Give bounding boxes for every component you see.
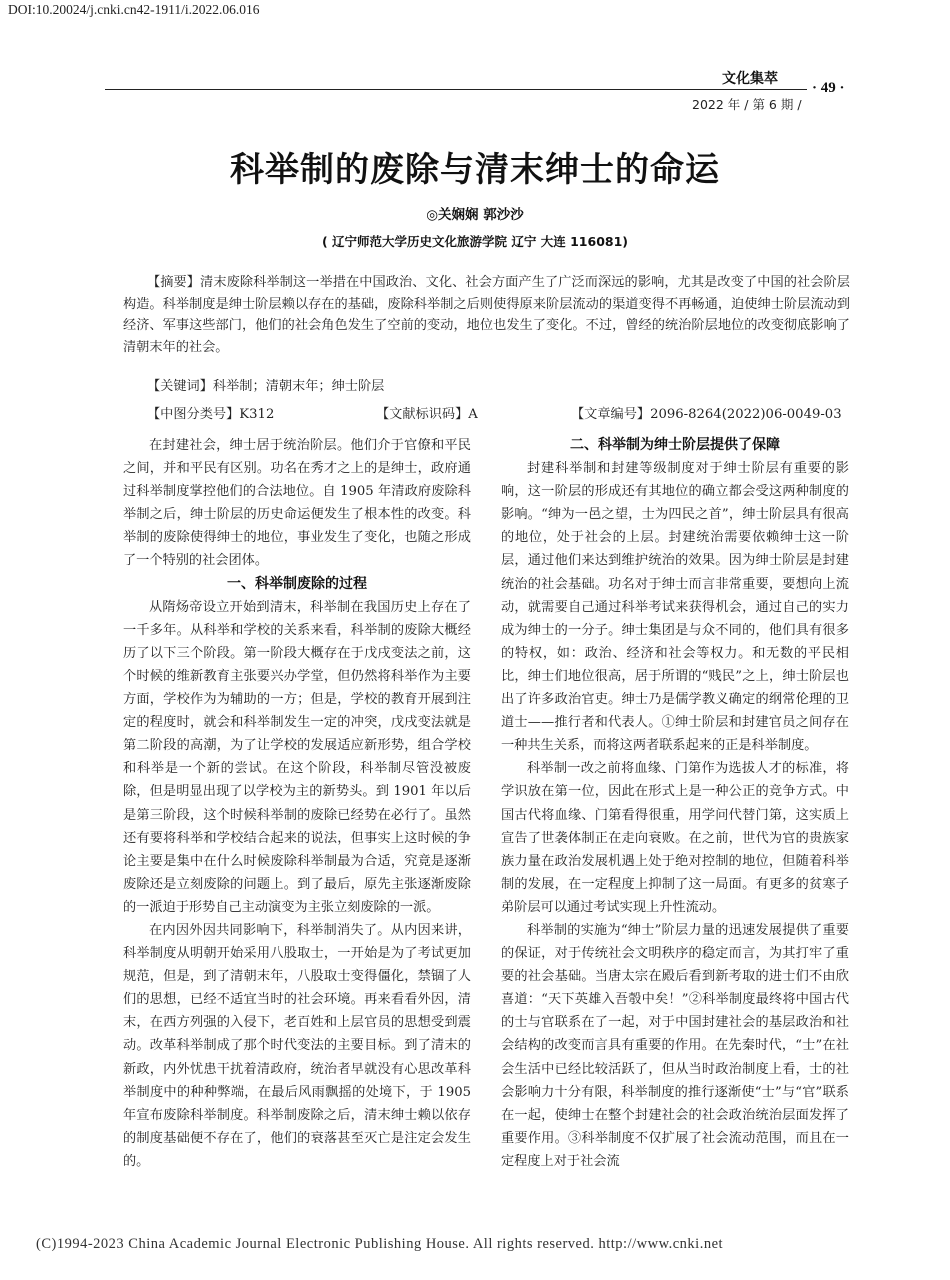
document-code: 【文献标识码】A <box>376 407 478 422</box>
affiliation: ( 辽宁师范大学历史文化旅游学院 辽宁 大连 116081) <box>321 234 629 249</box>
authors: ◎关娴娴 郭沙沙 <box>426 207 524 223</box>
body-paragraph: 封建科举制和封建等级制度对于绅士阶层有重要的影响，这一阶层的形成还有其地位的确立都会受这两种制度的影响。“绅为一邑之望，士为四民之首”，绅士阶层具有很高的地位，处于社会的上层。封建统治需要依赖绅士这一阶层，通过他们来达到维护统治的效果。因为绅士阶层是封建统治的社会基础。功名对于绅士而言非常重要，要想向上流动，就需要自己通过科举考试来获得机会，通过自己的实力成为绅士的一分子。绅士集团是与众不同的，他们具有很多的特权，如：政治、经济和社会等权力。和无数的平民相比，绅士们地位很高，居于所谓的“贱民”之上，绅士阶层也出了许多政治官吏。绅士乃是儒学教义确定的纲常伦理的卫道士——推行者和代表人。①绅士阶层和封建官员之间存在一种共生关系，而将这两者联系起来的正是科举制度。 <box>501 461 849 754</box>
clc-number: 【中图分类号】K312 <box>147 407 275 422</box>
intro-paragraph: 在封建社会，绅士居于统治阶层。他们介于官僚和平民之间，并和平民有区别。功名在秀才之上的是绅士，政府通过科举制度掌控他们的合法地位。自 1905 年清政府废除科举制之后，绅士阶层的历史命运便发生了根本性的改变。科举制的废除使得绅士的地位，事业发生了变化，也随之形成了一个特别的社会团体。 <box>123 438 471 569</box>
body-paragraph: 科举制一改之前将血缘、门第作为选拔人才的标准，将学识放在第一位，因此在形式上是一种公正的竞争方式。中国古代将血缘、门第看得很重，用学问代替门第，这实质上宣告了世袭体制正在走向衰败。在之前，世代为官的贵族家族力量在政治发展机遇上处于绝对控制的地位，但随着科举制的发展，在一定程度上抑制了这一局面。有更多的贫寒子弟阶层可以通过考试实现上升性流动。 <box>501 761 849 915</box>
doi-text: DOI:10.20024/j.cnki.cn42-1911/i.2022.06.016 <box>8 2 260 17</box>
right-column <box>501 434 849 1173</box>
body-paragraph: 科举制的实施为“绅士”阶层力量的迅速发展提供了重要的保证，对于传统社会文明秩序的稳定而言，为其打牢了重要的社会基础。当唐太宗在殿后看到新考取的进士们不由欣喜道：“天下英雄入吾彀中矣！”②科举制度最终将中国古代的士与官联系在了一起，对于中国封建社会的基层政治和社会结构的改变而言具有重要的作用。在先秦时代，“士”在社会生活中已经比较活跃了，但从当时政治制度上看，士的社会影响力十分有限，科举制度的推行逐渐使“士”与“官”联系在一起，使绅士在整个封建社会的社会政治统治层面发挥了重要作用。③科举制度不仅扩展了社会流动范围，而且在一定程度上对于社会流 <box>501 922 849 1169</box>
article-title: 科举制的废除与清末绅士的命运 <box>230 150 720 190</box>
issue-info: 2022 年 / 第 6 期 / <box>692 97 802 112</box>
journal-name: 文化集萃 <box>722 71 778 87</box>
header-rule <box>105 89 807 90</box>
body-paragraph: 从隋炀帝设立开始到清末，科举制在我国历史上存在了一千多年。从科举和学校的关系来看，科举制的废除大概经历了以下三个阶段。第一阶段大概存在于戊戌变法之前，这个时候的维新教育主张要兴办学堂，但仍然将科举作为主要方面，学校作为为辅助的一方；但是，学校的教育开展到注定的程度时，就会和科举制发生一定的冲突，戊戌变法就是第二阶段的高潮，为了让学校的发展适应新形势，组合学校和科举是一个新的尝试。在这个阶段，科举制尽管没被废除，但是明显出现了以学校为主的新势头。到 1901 年以后是第三阶段，这个时候科举制的废除已经势在必行了。虽然还有要将科举和学校结合起来的说法，但事实上这时候的争论主要是集中在什么时候废除科举制最为合适，究竟是逐渐废除还是立刻废除的问题上。到了最后，原先主张逐渐废除的一派迫于形势自己主动演变为主张立刻废除的一派。 <box>123 599 471 915</box>
section-heading-2: 二、科举制为绅士阶层提供了保障 <box>570 437 780 453</box>
copyright-footer: (C)1994-2023 China Academic Journal Electronic Publishing House. All rights reserved. http://www.cnki.net <box>36 1236 724 1252</box>
page-number: · 49 · <box>812 80 845 96</box>
left-column <box>123 434 471 1173</box>
article-number: 【文章编号】2096-8264(2022)06-0049-03 <box>571 407 842 422</box>
abstract: 【摘要】清末废除科举制这一举措在中国政治、文化、社会方面产生了广泛而深远的影响，尤其是改变了中国的社会阶层构造。科举制度是绅士阶层赖以存在的基础，废除科举制之后则使得原来阶层流动的渠道变得不再畅通，迫使绅士阶层流动到经济、军事这些部门，他们的社会角色发生了空前的变动，地位也发生了变化。不过，曾经的统治阶层地位的改变彻底影响了清朝末年的社会。 <box>123 275 850 355</box>
body-paragraph: 在内因外因共同影响下，科举制消失了。从内因来讲，科举制度从明朝开始采用八股取士，一开始是为了考试更加规范，但是，到了清朝末年，八股取士变得僵化，禁锢了人们的思想，已经不适宜当时的社会环境。再来看看外因，清末，在西方列强的入侵下，老百姓和上层官员的思想受到震动。改革科举制成了那个时代变法的主要目标。到了清末的新政，内外忧患干扰着清政府，统治者早就没有心思改革科举制度中的种种弊端，在最后风雨飘摇的处境下，于 1905 年宣布废除科举制度。科举制废除之后，清末绅士赖以依存的制度基础便不存在了，他们的衰落甚至灭亡是注定会发生的。 <box>123 922 471 1169</box>
section-heading-1: 一、科举制废除的过程 <box>227 575 367 592</box>
keywords: 【关键词】科举制；清朝末年；绅士阶层 <box>147 379 385 394</box>
